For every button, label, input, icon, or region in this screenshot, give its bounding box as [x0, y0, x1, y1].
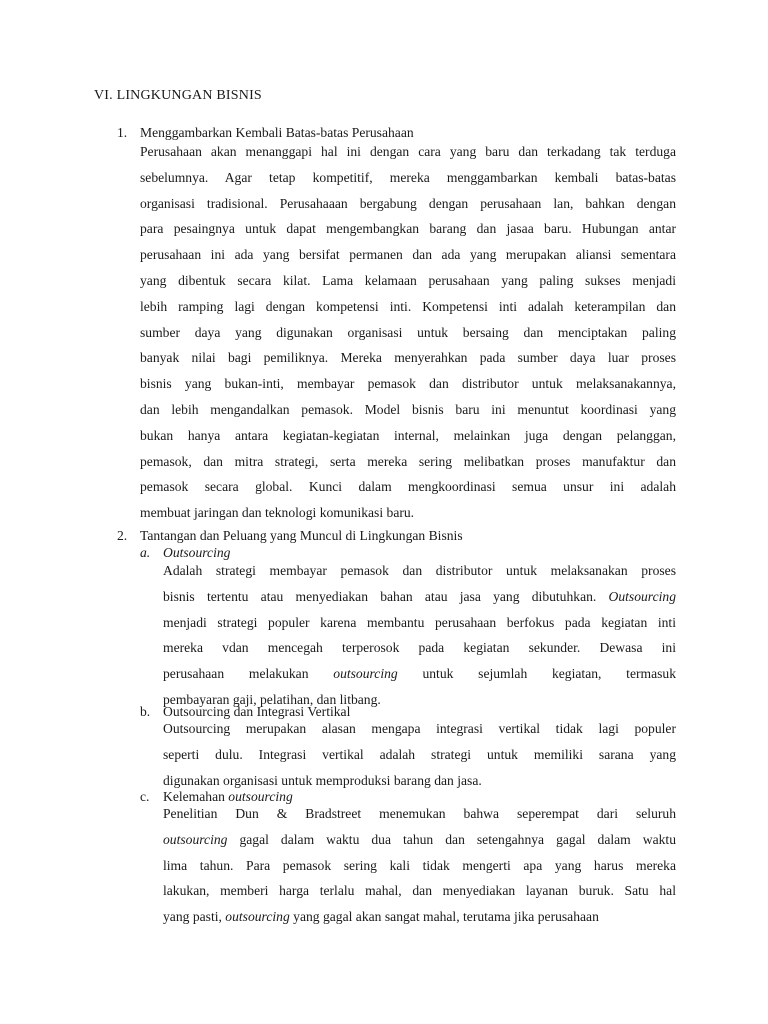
paragraph-line [163, 878, 676, 904]
section-1-number: 1. [117, 125, 128, 140]
paragraph-line [163, 584, 676, 610]
section-1-title: Menggambarkan Kembali Batas-batas Perusahaan [140, 125, 414, 140]
paragraph-line [163, 853, 676, 879]
subsection-a-paragraph [163, 558, 676, 713]
italic-term: Outsourcing [608, 588, 676, 604]
paragraph-line: sebelumnya. Agar tetap kompetitif, mereka menggambarkan kembali batas-batas [140, 169, 676, 185]
paragraph-line [163, 558, 676, 584]
subsection-b-title: Outsourcing dan Integrasi Vertikal [163, 704, 351, 719]
paragraph-line: pemasok, dan mitra strategi, serta mereka sering melibatkan proses manufaktur dan [140, 453, 676, 469]
line-text: bisnis tertentu atau menyediakan bahan atau jasa yang dibutuhkan. [163, 588, 609, 604]
subsection-c-paragraph [163, 801, 676, 930]
paragraph-line: organisasi tradisional. Perusahaaan bergabung dengan perusahaan lan, bahkan dengan [140, 195, 676, 211]
line-text: mereka vdan mencegah terperosok pada kegiatan sekunder. Dewasa ini [163, 640, 676, 656]
paragraph-line: banyak nilai bagi pemiliknya. Mereka menyerahkan pada sumber daya luar proses [140, 350, 676, 366]
paragraph-line: perusahaan ini ada yang bersifat permanen dan ada yang merupakan aliansi sementara [140, 247, 676, 263]
paragraph-line [163, 904, 676, 930]
line-text: perusahaan melakukan [163, 666, 334, 682]
italic-term: outsourcing [333, 666, 398, 682]
line-text: untuk sejumlah kegiatan, termasuk [397, 666, 676, 682]
paragraph-line [163, 610, 676, 636]
subsection-a-letter: a. [140, 545, 151, 560]
paragraph-line: lebih ramping lagi dengan kompetensi inti. Kompetensi inti adalah keterampilan dan [140, 298, 676, 314]
line-text: lima tahun. Para pemasok sering kali tidak mengerti apa yang harus mereka [163, 857, 676, 873]
subsection-c-title-plain: Kelemahan [163, 789, 229, 804]
paragraph-line: sumber daya yang digunakan organisasi untuk bersaing dan menciptakan paling [140, 324, 676, 340]
line-text: gagal dalam waktu dua tahun dan setengahnya gagal dalam waktu [227, 831, 676, 847]
section-2-number: 2. [117, 528, 128, 543]
line-text: menjadi strategi populer karena membantu perusahaan berfokus pada kegiatan inti [163, 614, 676, 630]
paragraph-line: bukan hanya antara kegiatan-kegiatan internal, melainkan juga dengan pelanggan, [140, 427, 676, 443]
line-text: pembayaran gaji, pelatihan, dan litbang. [163, 691, 381, 707]
line-text: lakukan, memberi harga terlalu mahal, dan menyediakan layanan buruk. Satu hal [163, 883, 676, 899]
section-heading: VI. LINGKUNGAN BISNIS [94, 88, 262, 103]
line-text: Adalah strategi membayar pemasok dan distributor untuk melaksanakan proses [163, 563, 676, 578]
italic-term: outsourcing [225, 909, 290, 925]
section-1-paragraph [140, 139, 676, 526]
subsection-b-paragraph [163, 716, 676, 793]
subsection-b-letter: b. [140, 704, 151, 719]
paragraph-line [163, 827, 676, 853]
paragraph-line [163, 801, 676, 827]
paragraph-line [163, 661, 676, 687]
subsection-c-letter: c. [140, 789, 150, 804]
paragraph-line: Perusahaan akan menanggapi hal ini dengan cara yang baru dan terkadang tak terduga [140, 144, 676, 159]
line-text: yang gagal akan sangat mahal, terutama jika perusahaan [289, 909, 599, 925]
paragraph-line: pemasok secara global. Kunci dalam mengkoordinasi semua unsur ini adalah [140, 479, 676, 495]
paragraph-line: membuat jaringan dan teknologi komunikasi baru. [140, 505, 415, 521]
paragraph-line [163, 635, 676, 661]
paragraph-line: Outsourcing merupakan alasan mengapa integrasi vertikal tidak lagi populer [163, 721, 676, 736]
paragraph-line: para pesaingnya untuk dapat mengembangkan barang dan jasaa baru. Hubungan antar [140, 221, 676, 237]
paragraph-line: yang dibentuk secara kilat. Lama kelamaan perusahaan yang paling sukses menjadi [140, 272, 676, 288]
paragraph-line: bisnis yang bukan-inti, membayar pemasok dan distributor untuk melaksanakannya, [140, 376, 676, 392]
paragraph-line: dan lebih mengandalkan pemasok. Model bisnis baru ini menuntut koordinasi yang [140, 401, 676, 417]
line-text: Penelitian Dun & Bradstreet menemukan bahwa seperempat dari seluruh [163, 806, 676, 821]
subsection-c-title-italic: outsourcing [228, 789, 293, 804]
subsection-a-title: Outsourcing [163, 545, 231, 560]
section-2-title: Tantangan dan Peluang yang Muncul di Lingkungan Bisnis [140, 528, 463, 543]
italic-term: outsourcing [163, 831, 228, 847]
line-text: yang pasti, [163, 909, 226, 925]
paragraph-line: seperti dulu. Integrasi vertikal adalah strategi untuk memiliki sarana yang [163, 746, 676, 762]
paragraph-line: digunakan organisasi untuk memproduksi barang dan jasa. [163, 772, 482, 788]
